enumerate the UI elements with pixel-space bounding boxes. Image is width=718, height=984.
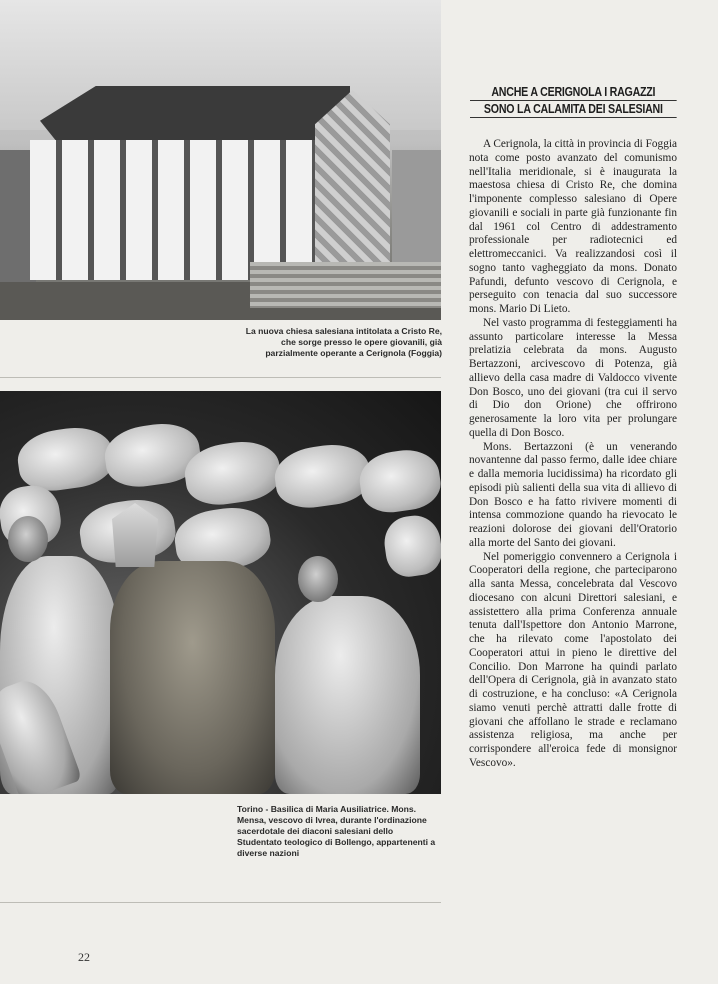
church-steps [250, 262, 441, 308]
page-number: 22 [78, 950, 90, 964]
article-paragraph: Nel pomeriggio convennero a Cerignola i Cooperatori della regione, che parteciparono alla santa Messa, concelebrata dal Vescovo diocesano con alcuni Direttori salesiani, e assistettero alla prima Conferenza annuale tenuta dall'Ispettore don Antonio Marrone, che ha rilevato come l'apostolato dei Cooperatori attui in pieno le direttive del Concilio. Don Marrone ha quindi parlato dell'Opera di Cerignola, già in avanzato stato di costruzione, e ha concluso: «A Cerignola siamo venuti perchè attratti dalle frotte di giovani che affollano le strade e reclamano assistenza religiosa, ma anche per corrispondere all'eroica fede di monsignor Vescovo». [469, 550, 677, 769]
article-paragraph: A Cerignola, la città in provincia di Foggia nota come posto avanzato del comunismo nell'Italia meridionale, si è inaugurata la maestosa chiesa di Cristo Re, che domina l'imponente complesso salesiano di Opere giovanili e sociali in parte già funzionante fin dal 1961 col Centro di addestramento professionale per radiotecnici ed elettromeccanici. Va realizzandosi così il sogno tanto vagheggiato da mons. Donato Pafundi, defunto vescovo di Cerignola, e perseguito con tenacia dal suo successore mons. Mario Di Lieto. [469, 138, 677, 315]
prostrate-figure [271, 440, 373, 513]
ordination-photo-caption: Torino - Basilica di Maria Ausiliatrice. Mons. Mensa, vescovo di Ivrea, durante l'ordinazione sacerdotale dei diaconi salesiani dello Studentato teologico di Bollengo, appartenenti a diverse nazioni [237, 804, 436, 858]
church-photo-caption: La nuova chiesa salesiana intitolata a Cristo Re, che sorge presso le opere giovanili, già parzialmente operante a Cerignola (Foggia) [245, 326, 442, 358]
ordination-photo [0, 391, 441, 794]
church-photo [0, 0, 441, 320]
cleric-right-head [298, 556, 338, 602]
article-title-line1: ANCHE A CERIGNOLA I RAGAZZI [470, 84, 677, 101]
church-roof [40, 86, 350, 144]
article-paragraph: Nel vasto programma di festeggiamenti ha assunto particolare interesse la Messa prelatizia celebrata da mons. Augusto Bertazzoni, arcivescovo di Potenza, già allievo della casa madre di Valdocco vivente Don Bosco, uno dei giovani (tra cui il servo di Dio don Orione) che offrirono generosamente la loro vita per prolungare quella di Don Bosco. [469, 316, 677, 439]
cleric-right [275, 596, 420, 794]
divider [0, 377, 441, 378]
building-right [392, 150, 441, 270]
article-title [470, 84, 677, 118]
prostrate-figure [381, 512, 441, 579]
article-body [469, 138, 677, 771]
prostrate-figure [14, 423, 116, 496]
bishop [110, 561, 275, 794]
article-title-line2: SONO LA CALAMITA DEI SALESIANI [470, 101, 677, 118]
divider [0, 902, 441, 903]
prostrate-figure [356, 446, 441, 517]
church-front-facade [315, 90, 390, 280]
church-side-windows [30, 140, 320, 280]
cleric-left-head [8, 516, 48, 562]
article-paragraph: Mons. Bertazzoni (è un venerando novantenne dal passo fermo, dalle idee chiare e dalla memoria lucidissima) ha ricordato gli episodi più salienti della sua vita di allievo di Don Bosco e ha fatto rivivere momenti di intensa commozione quando ha rievocato le reazioni dolorose dei giovani dell'Oratorio alla morte del Santo dei giovani. [469, 440, 677, 549]
